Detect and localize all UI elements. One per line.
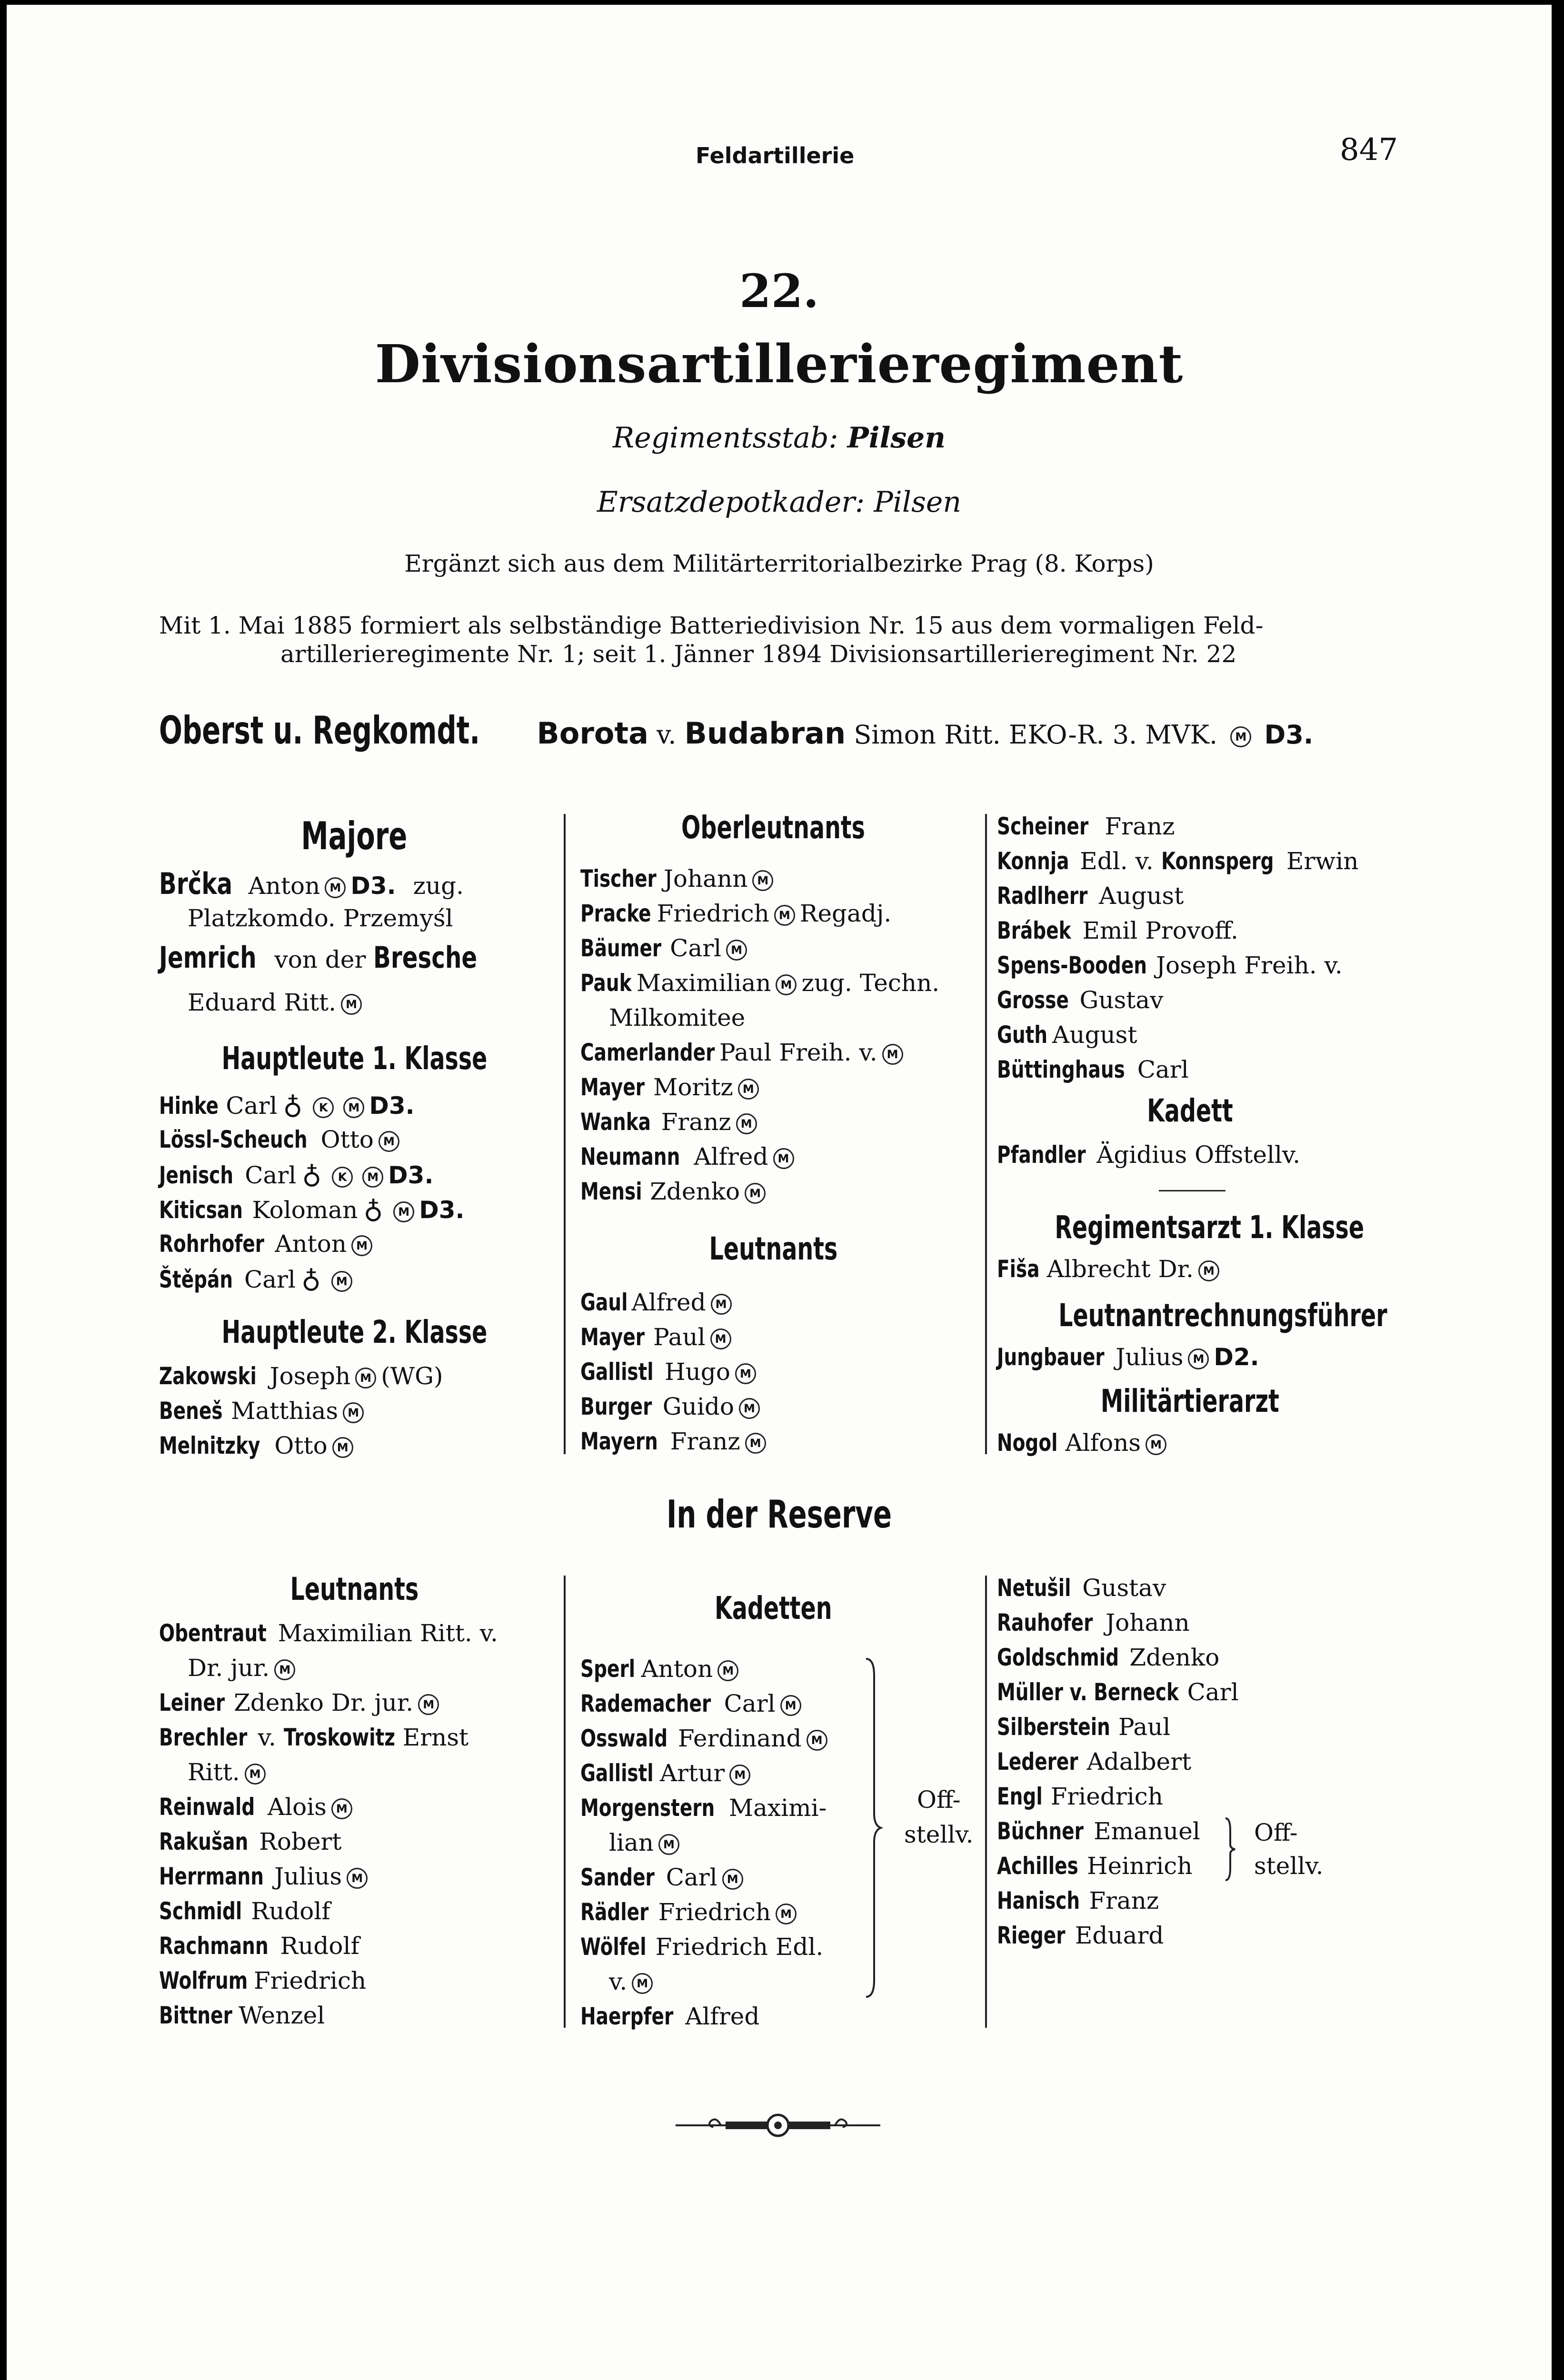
- list-item: Brábek Emil Provoff.: [997, 917, 1238, 944]
- commander-surname: Borota: [537, 716, 648, 751]
- commander-predicate: Budabran: [684, 716, 846, 751]
- military-merit-icon: M: [882, 1044, 903, 1065]
- commander-rank: Oberst u. Regkomdt.: [159, 708, 480, 753]
- list-item: Tischer Johann M: [580, 862, 939, 896]
- list-item: Melnitzky Otto M: [159, 1428, 443, 1463]
- military-merit-icon: M: [343, 1402, 364, 1423]
- regimentsarzt-entry: Fiša Albrecht Dr. M: [997, 1252, 1224, 1287]
- heading-kadetten: Kadetten: [714, 1590, 832, 1626]
- brace-label: Off- stellv.: [1254, 1819, 1324, 1880]
- major-entry-cont: Platzkomdo. Przemyśl: [188, 904, 453, 932]
- list-item: Kiticsan Koloman ♁ M D3.: [159, 1192, 465, 1227]
- cross-icon: ♁: [283, 1090, 303, 1121]
- list-item: Jenisch Carl ♁ K M D3.: [159, 1157, 465, 1192]
- list-item: Reinwald Alois M: [159, 1790, 498, 1825]
- depot-label: Ersatzdepotkader:: [597, 486, 865, 519]
- list-item-cont: lian M: [580, 1825, 832, 1860]
- ornament-icon: [673, 2111, 883, 2140]
- military-merit-icon: M: [735, 1363, 756, 1384]
- list-reserve-col3: [997, 1571, 1239, 1953]
- military-merit-icon: M: [711, 1294, 732, 1315]
- list-hauptleute-2: [159, 1359, 443, 1463]
- paper-sheet: [7, 5, 1552, 2380]
- military-merit-icon: M: [379, 1131, 399, 1152]
- military-merit-icon: M: [1146, 1434, 1166, 1455]
- column-divider-2: [985, 814, 987, 1454]
- regiment-number: 22.: [739, 264, 819, 318]
- running-head-section: Feldartillerie: [696, 143, 855, 169]
- military-merit-icon: M: [1188, 1349, 1209, 1369]
- list-item: Wanka Franz M: [580, 1105, 939, 1140]
- list-item: Büttinghaus Carl: [997, 1056, 1189, 1083]
- military-merit-icon: M: [332, 1437, 353, 1458]
- list-item: Pracke Friedrich M Regadj.: [580, 900, 892, 927]
- list-item: Rohrhofer Anton M: [159, 1227, 465, 1261]
- kadett-entry: Pfandler Ägidius Offstellv.: [997, 1141, 1301, 1169]
- list-item: Mayern Franz M: [580, 1424, 771, 1459]
- list-item: Beneš Matthias M: [159, 1394, 443, 1428]
- military-merit-icon: M: [776, 1904, 797, 1924]
- list-item: Grosse Gustav: [997, 986, 1164, 1014]
- military-merit-icon: M: [632, 1973, 653, 1994]
- list-item: Mayer Moritz M: [580, 1070, 939, 1105]
- list-item-cont: v. M: [580, 1964, 832, 1999]
- list-item: Gallistl Hugo M: [580, 1355, 771, 1389]
- list-item: Sperl Anton M: [580, 1652, 832, 1686]
- list-item: Wolfrum Friedrich: [159, 1967, 367, 1994]
- brace-icon: [864, 1656, 883, 1999]
- column-divider-1: [564, 814, 566, 1454]
- commander-particle: v.: [657, 720, 677, 750]
- list-item: Rauhofer Johann: [997, 1609, 1190, 1636]
- cross-icon: ♁: [301, 1263, 321, 1294]
- list-hauptleute-1: [159, 1088, 465, 1296]
- commander-decorations: EKO-R. 3. MVK.: [1008, 720, 1218, 750]
- military-merit-icon: M: [780, 1695, 801, 1716]
- list-item: Netušil Gustav: [997, 1574, 1166, 1602]
- commander-suffix: D3.: [1264, 720, 1314, 750]
- list-item: Guth August: [997, 1021, 1137, 1049]
- k-mark-icon: K: [332, 1167, 353, 1188]
- list-item: Bittner Wenzel: [159, 2002, 325, 2029]
- militaertierarzt-entry: Nogol Alfons M: [997, 1426, 1171, 1460]
- military-merit-icon: M: [722, 1869, 743, 1890]
- list-item: Schmidl Rudolf: [159, 1897, 330, 1925]
- list-oberleutnants-cont: [997, 809, 1358, 1087]
- list-item: Achilles Heinrich: [997, 1852, 1193, 1880]
- military-merit-icon: M: [726, 940, 747, 961]
- list-item: Büchner Emanuel: [997, 1817, 1200, 1845]
- commander-given: Simon Ritt.: [854, 720, 1001, 750]
- list-item: Pauk Maximilian M zug. Techn.: [580, 969, 940, 997]
- list-item: Engl Friedrich: [997, 1783, 1163, 1810]
- military-merit-icon: M: [351, 1235, 372, 1256]
- heading-leutnantrechnungsfuehrer: Leutnantrechnungsführer: [1058, 1297, 1387, 1334]
- heading-militaertierarzt: Militärtierarzt: [1100, 1383, 1279, 1419]
- list-item: Radlherr August: [997, 882, 1184, 910]
- list-item: Mayer Paul M: [580, 1320, 771, 1355]
- military-merit-icon: M: [745, 1183, 766, 1204]
- military-merit-icon: M: [274, 1659, 295, 1680]
- military-merit-icon: M: [343, 1097, 364, 1118]
- list-item: Goldschmid Zdenko: [997, 1644, 1220, 1671]
- military-merit-icon: M: [418, 1694, 439, 1715]
- leutnantrechnungsfuehrer-entry: Jungbauer Julius M D2.: [997, 1343, 1259, 1371]
- cross-icon: ♁: [302, 1159, 322, 1190]
- list-item: Konnja Edl. v. Konnsperg Erwin: [997, 847, 1359, 875]
- military-merit-icon: M: [738, 1079, 759, 1100]
- military-merit-icon: M: [729, 1765, 750, 1785]
- military-merit-icon: M: [717, 1660, 738, 1681]
- military-merit-icon: M: [1230, 726, 1251, 747]
- list-item: Morgenstern Maximi-: [580, 1794, 827, 1822]
- history-line-1: Mit 1. Mai 1885 formiert als selbständige Batteriedivision Nr. 15 aus dem vormaligen Feld-: [159, 612, 1264, 639]
- list-item: Burger Guido M: [580, 1389, 771, 1424]
- heading-oberleutnants: Oberleutnants: [681, 809, 865, 846]
- regiment-title: Divisionsartillerieregiment: [375, 333, 1184, 395]
- heading-hauptleute-2: Hauptleute 2. Klasse: [221, 1314, 487, 1350]
- depot-place: Pilsen: [874, 486, 962, 519]
- list-item: Wölfel Friedrich Edl.: [580, 1933, 824, 1961]
- list-item-cont: Milkomitee: [609, 1004, 746, 1031]
- list-reserve-leutnants: [159, 1616, 498, 2033]
- list-item: Haerpfer Alfred: [580, 2003, 760, 2030]
- list-leutnants: [580, 1285, 771, 1459]
- staff-label: Regimentsstab:: [613, 421, 838, 455]
- column-divider-4: [985, 1576, 987, 2028]
- heading-leutnants: Leutnants: [709, 1230, 837, 1267]
- depot-line: [7, 486, 1552, 519]
- list-item: Lederer Adalbert: [997, 1748, 1192, 1775]
- military-merit-icon: M: [745, 1433, 766, 1454]
- military-merit-icon: M: [325, 877, 346, 898]
- commander-line: [159, 709, 1313, 756]
- staff-place: Pilsen: [847, 421, 946, 455]
- military-merit-icon: M: [341, 994, 362, 1015]
- military-merit-icon: M: [739, 1398, 760, 1419]
- list-item: Neumann Alfred M: [580, 1140, 939, 1174]
- major-entry-cont: Eduard Ritt. M: [188, 985, 367, 1020]
- list-item: Camerlander Paul Freih. v. M: [580, 1035, 939, 1070]
- list-item: Lössl-Scheuch Otto M: [159, 1122, 465, 1157]
- list-item: Gallistl Artur M: [580, 1756, 832, 1791]
- heading-regimentsarzt: Regimentsarzt 1. Klasse: [1055, 1209, 1365, 1246]
- list-item: Hinke Carl ♁ K M D3.: [159, 1088, 465, 1122]
- list-item: Bäumer Carl M: [580, 931, 939, 966]
- k-mark-icon: K: [313, 1097, 334, 1118]
- military-merit-icon: M: [245, 1764, 266, 1785]
- heading-hauptleute-1: Hauptleute 1. Klasse: [221, 1040, 487, 1077]
- major-entry: Brčka Anton M D3. zug.: [159, 866, 464, 901]
- military-merit-icon: M: [776, 974, 797, 995]
- list-item: Rädler Friedrich M: [580, 1895, 832, 1930]
- list-item: Rakušan Robert: [159, 1828, 342, 1855]
- military-merit-icon: M: [752, 870, 773, 891]
- military-merit-icon: M: [658, 1834, 679, 1855]
- staff-line: [7, 421, 1552, 455]
- column-divider-3: [564, 1576, 566, 2028]
- brace-icon: [1223, 1816, 1237, 1883]
- page-number: 847: [1340, 132, 1398, 168]
- heading-reserve: In der Reserve: [666, 1492, 892, 1537]
- list-item: Leiner Zdenko Dr. jur. M: [159, 1686, 498, 1720]
- list-oberleutnants: [580, 862, 939, 1209]
- list-item: Rieger Eduard: [997, 1922, 1164, 1949]
- list-item: Osswald Ferdinand M: [580, 1721, 832, 1756]
- military-merit-icon: M: [736, 1113, 757, 1134]
- military-merit-icon: M: [774, 905, 795, 926]
- recruitment-note: Ergänzt sich aus dem Militärterritorialbezirke Prag (8. Korps): [404, 550, 1154, 577]
- cross-icon: ♁: [363, 1194, 383, 1225]
- history-line-2: artillerieregimente Nr. 1; seit 1. Jänner 1894 Divisionsartillerieregiment Nr. 22: [280, 640, 1237, 668]
- heading-majore: Majore: [301, 814, 408, 858]
- list-item: Brechler v. Troskowitz Ernst: [159, 1724, 469, 1751]
- list-item: Müller v. Berneck Carl: [997, 1678, 1239, 1706]
- military-merit-icon: M: [807, 1730, 827, 1751]
- divider: [1159, 1190, 1225, 1191]
- military-merit-icon: M: [1198, 1260, 1219, 1281]
- major-entry: Jemrich von der Bresche: [159, 940, 478, 975]
- list-item: Štěpán Carl ♁ M: [159, 1261, 465, 1296]
- military-merit-icon: M: [347, 1868, 368, 1889]
- list-item: Rademacher Carl M: [580, 1686, 832, 1721]
- list-item: Obentraut Maximilian Ritt. v.: [159, 1619, 498, 1647]
- military-merit-icon: M: [773, 1148, 794, 1169]
- list-item: Sander Carl M: [580, 1860, 832, 1895]
- heading-reserve-leutnants: Leutnants: [290, 1571, 418, 1607]
- military-merit-icon: M: [355, 1368, 376, 1388]
- list-item: Hanisch Franz: [997, 1887, 1159, 1914]
- military-merit-icon: M: [331, 1271, 352, 1292]
- military-merit-icon: M: [393, 1201, 414, 1222]
- list-item: Zakowski Joseph M (WG): [159, 1362, 443, 1390]
- heading-kadett: Kadett: [1146, 1092, 1233, 1129]
- military-merit-icon: M: [362, 1167, 383, 1188]
- list-item: Rachmann Rudolf: [159, 1932, 359, 1960]
- list-kadetten: [580, 1652, 832, 2034]
- list-item: Spens-Booden Joseph Freih. v.: [997, 952, 1343, 979]
- list-item-cont: Dr. jur. M: [159, 1651, 498, 1686]
- list-item: Scheiner Franz: [997, 813, 1175, 840]
- brace-label: Off- stellv.: [904, 1786, 974, 1848]
- military-merit-icon: M: [331, 1798, 352, 1819]
- list-item: Gaul Alfred M: [580, 1285, 771, 1320]
- list-item: Herrmann Julius M: [159, 1859, 498, 1894]
- list-item: Silberstein Paul: [997, 1713, 1171, 1741]
- list-item-cont: Ritt. M: [159, 1755, 498, 1790]
- military-merit-icon: M: [710, 1329, 731, 1349]
- list-item: Mensi Zdenko M: [580, 1174, 939, 1209]
